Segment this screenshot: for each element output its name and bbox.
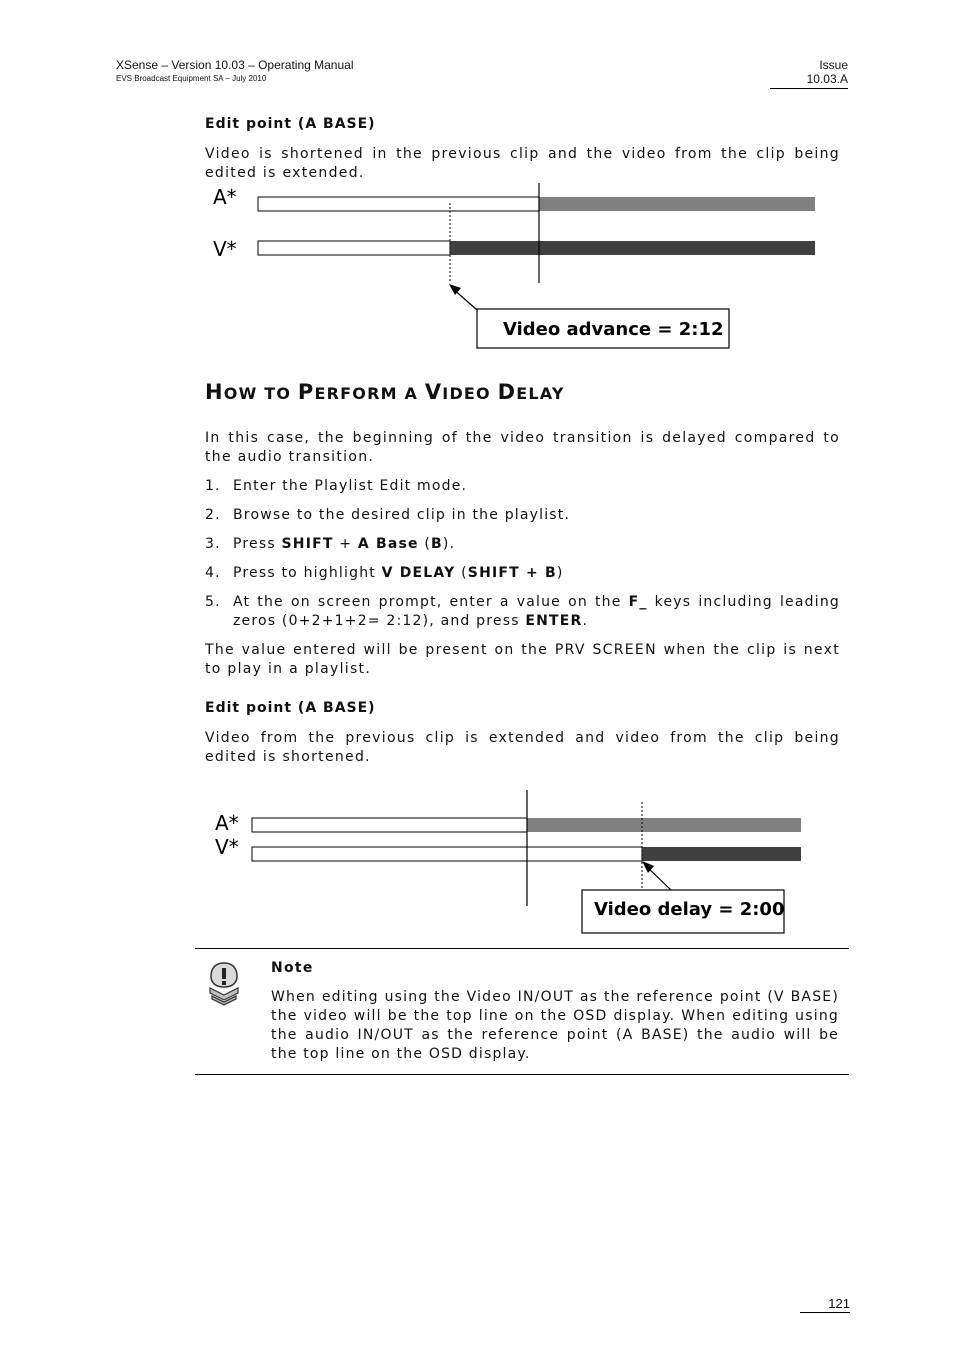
paragraph-intro: In this case, the beginning of the video transition is delayed compared to the audio transition.: [205, 430, 840, 465]
list-item-step-4: 4. Press to highlight V DELAY (SHIFT + B): [205, 565, 564, 581]
manual-subtitle: EVS Broadcast Equipment SA – July 2010: [116, 74, 267, 83]
note-title: Note: [271, 960, 314, 976]
issue-value: 10.03.A: [770, 72, 848, 89]
video-track-previous: [258, 241, 450, 255]
audio-track-edited: [539, 197, 815, 211]
warning-note-icon: [206, 960, 242, 1012]
diagram-video-advance: [205, 180, 825, 355]
section-heading-video-delay: HOW TO PERFORM A VIDEO DELAY: [205, 380, 565, 404]
list-item-step-3: 3. Press SHIFT + A Base (B).: [205, 536, 456, 552]
callout-video-delay: Video delay = 2:00: [594, 899, 785, 920]
subheading-edit-point-2: Edit point (A BASE): [205, 700, 376, 716]
audio-track-edited: [527, 818, 801, 832]
note-bottom-rule: [195, 1074, 849, 1075]
paragraph-closing: The value entered will be present on the PRV SCREEN when the clip is next to play in a playlist.: [205, 642, 840, 677]
paragraph-video-extended: Video from the previous clip is extended and video from the clip being edited is shortened.: [205, 730, 840, 765]
list-item-step-2: 2. Browse to the desired clip in the playlist.: [205, 507, 571, 523]
v-track-label: V*: [213, 237, 237, 261]
note-text: When editing using the Video IN/OUT as the reference point (V BASE) the video will be the top line on the OSD display. When editing using the audio IN/OUT as the reference point (A BASE) the audio will be the top line on the OSD display.: [271, 989, 839, 1062]
audio-track-previous: [258, 197, 539, 211]
paragraph-video-shortened: Video is shortened in the previous clip and the video from the clip being edited is extended.: [205, 146, 840, 181]
callout-video-advance: Video advance = 2:12: [503, 319, 724, 340]
list-item-step-1: 1. Enter the Playlist Edit mode.: [205, 478, 468, 494]
issue-label: Issue: [819, 58, 848, 72]
callout-arrowhead: [449, 284, 461, 295]
manual-title: XSense – Version 10.03 – Operating Manual: [116, 58, 354, 72]
page-number: 121: [800, 1296, 850, 1313]
audio-track-previous: [252, 818, 527, 832]
video-track-previous: [252, 847, 642, 861]
video-track-edited: [450, 241, 815, 255]
note-top-rule: [195, 948, 849, 949]
a-track-label: A*: [215, 811, 239, 835]
a-track-label: A*: [213, 185, 237, 209]
diagram-video-delay: [205, 788, 805, 938]
v-track-label: V*: [215, 835, 239, 859]
subheading-edit-point-1: Edit point (A BASE): [205, 116, 376, 132]
issue-block: [770, 58, 848, 89]
page-header: [116, 58, 354, 83]
video-track-edited: [642, 847, 801, 861]
list-item-step-5: 5. At the on screen prompt, enter a value on the F_ keys including leading zeros (0+2+1+2= 2:12), and press ENTER.: [205, 594, 840, 629]
